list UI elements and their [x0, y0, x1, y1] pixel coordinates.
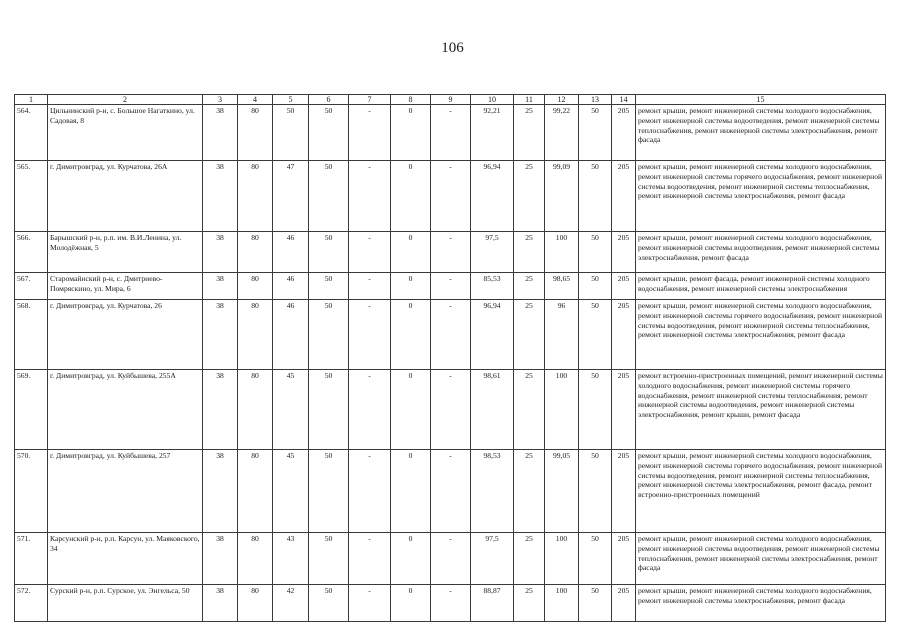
column-header: 2 [48, 95, 203, 105]
repair-works: ремонт крыши, ремонт инженерной системы холодного водоснабжения, ремонт инженерной системы электроснабжения, ремонт фасада [636, 585, 886, 622]
col-14: 205 [612, 161, 636, 232]
col-10: 85,53 [471, 273, 514, 300]
column-header-row [15, 95, 886, 105]
col-3: 38 [203, 585, 238, 622]
col-6: 50 [309, 273, 349, 300]
repair-works: ремонт крыши, ремонт инженерной системы холодного водоснабжения, ремонт инженерной системы водоотведения, ремонт инженерной системы электроснабжения, ремонт фасада [636, 232, 886, 273]
col-13: 50 [579, 370, 612, 450]
col-10: 97,5 [471, 533, 514, 585]
col-13: 50 [579, 300, 612, 370]
col-3: 38 [203, 450, 238, 533]
col-5: 47 [273, 161, 309, 232]
object-address: Барышский р-н, р.п. им. В.И.Ленина, ул. Молодёжная, 5 [48, 232, 203, 273]
object-address: Сурский р-н, р.п. Сурское, ул. Энгельса, 50 [48, 585, 203, 622]
col-10: 98,53 [471, 450, 514, 533]
col-7: - [349, 105, 391, 161]
col-6: 50 [309, 370, 349, 450]
col-4: 80 [238, 370, 273, 450]
column-header: 15 [636, 95, 886, 105]
col-12: 100 [545, 232, 579, 273]
col-3: 38 [203, 370, 238, 450]
col-8: 0 [391, 161, 431, 232]
col-3: 38 [203, 273, 238, 300]
repair-registry-table [14, 94, 886, 622]
col-10: 96,94 [471, 161, 514, 232]
col-6: 50 [309, 450, 349, 533]
col-8: 0 [391, 232, 431, 273]
col-5: 45 [273, 450, 309, 533]
col-14: 205 [612, 273, 636, 300]
col-11: 25 [514, 533, 545, 585]
row-number: 564. [15, 105, 48, 161]
table-row [15, 370, 886, 450]
table-row [15, 273, 886, 300]
row-number: 570. [15, 450, 48, 533]
col-12: 100 [545, 533, 579, 585]
col-14: 205 [612, 450, 636, 533]
col-7: - [349, 232, 391, 273]
col-4: 80 [238, 161, 273, 232]
col-13: 50 [579, 585, 612, 622]
col-11: 25 [514, 370, 545, 450]
col-8: 0 [391, 273, 431, 300]
col-12: 100 [545, 585, 579, 622]
col-6: 50 [309, 533, 349, 585]
table-row [15, 450, 886, 533]
col-8: 0 [391, 300, 431, 370]
col-13: 50 [579, 273, 612, 300]
col-9: - [431, 161, 471, 232]
column-header: 1 [15, 95, 48, 105]
col-10: 96,94 [471, 300, 514, 370]
col-11: 25 [514, 585, 545, 622]
col-3: 38 [203, 105, 238, 161]
table-row [15, 300, 886, 370]
col-4: 80 [238, 300, 273, 370]
col-5: 50 [273, 105, 309, 161]
col-11: 25 [514, 105, 545, 161]
row-number: 566. [15, 232, 48, 273]
column-header: 14 [612, 95, 636, 105]
col-10: 92,21 [471, 105, 514, 161]
col-11: 25 [514, 450, 545, 533]
column-header: 12 [545, 95, 579, 105]
col-14: 205 [612, 105, 636, 161]
column-header: 3 [203, 95, 238, 105]
col-13: 50 [579, 450, 612, 533]
col-9: - [431, 105, 471, 161]
col-11: 25 [514, 161, 545, 232]
row-number: 568. [15, 300, 48, 370]
col-9: - [431, 232, 471, 273]
col-13: 50 [579, 161, 612, 232]
column-header: 5 [273, 95, 309, 105]
object-address: г. Димитровград, ул. Курчатова, 26 [48, 300, 203, 370]
col-4: 80 [238, 105, 273, 161]
object-address: г. Димитровград, ул. Куйбышева, 255А [48, 370, 203, 450]
col-8: 0 [391, 533, 431, 585]
col-13: 50 [579, 232, 612, 273]
object-address: Карсунский р-н, р.п. Карсун, ул. Маяковского, 34 [48, 533, 203, 585]
col-12: 99,22 [545, 105, 579, 161]
col-4: 80 [238, 273, 273, 300]
object-address: Цильнинский р-н, с. Большое Нагаткино, ул. Садовая, 8 [48, 105, 203, 161]
col-10: 88,87 [471, 585, 514, 622]
col-12: 96 [545, 300, 579, 370]
col-9: - [431, 585, 471, 622]
col-8: 0 [391, 105, 431, 161]
col-3: 38 [203, 232, 238, 273]
col-10: 97,5 [471, 232, 514, 273]
col-11: 25 [514, 300, 545, 370]
col-6: 50 [309, 232, 349, 273]
col-7: - [349, 533, 391, 585]
column-header: 13 [579, 95, 612, 105]
column-header: 11 [514, 95, 545, 105]
column-header: 6 [309, 95, 349, 105]
col-9: - [431, 533, 471, 585]
repair-works: ремонт крыши, ремонт инженерной системы холодного водоснабжения, ремонт инженерной системы горячего водоснабжения, ремонт инженерной системы водоотведения, ремонт инженерной системы теплоснабжения, ремонт инженерной системы электроснабжения, ремонт фасада, ремонт встроенно-пристроенных помещений [636, 450, 886, 533]
col-9: - [431, 300, 471, 370]
col-6: 50 [309, 105, 349, 161]
row-number: 565. [15, 161, 48, 232]
col-5: 42 [273, 585, 309, 622]
page-number: 106 [441, 40, 464, 56]
col-10: 98,61 [471, 370, 514, 450]
repair-works: ремонт крыши, ремонт инженерной системы холодного водоснабжения, ремонт инженерной системы горячего водоснабжения, ремонт инженерной системы водоотведения, ремонт инженерной системы теплоснабжения, ремонт инженерной системы электроснабжения, ремонт фасада [636, 161, 886, 232]
repair-works: ремонт крыши, ремонт инженерной системы холодного водоснабжения, ремонт инженерной системы водоотведения, ремонт инженерной системы теплоснабжения, ремонт инженерной системы электроснабжения, ремонт фасада [636, 533, 886, 585]
col-5: 46 [273, 273, 309, 300]
col-6: 50 [309, 300, 349, 370]
col-8: 0 [391, 585, 431, 622]
col-9: - [431, 450, 471, 533]
col-11: 25 [514, 273, 545, 300]
col-5: 46 [273, 232, 309, 273]
col-7: - [349, 161, 391, 232]
table-row [15, 585, 886, 622]
col-14: 205 [612, 533, 636, 585]
column-header: 9 [431, 95, 471, 105]
col-12: 99,05 [545, 450, 579, 533]
repair-works: ремонт крыши, ремонт фасада, ремонт инженерной системы холодного водоснабжения, ремонт инженерной системы электроснабжения [636, 273, 886, 300]
col-13: 50 [579, 105, 612, 161]
col-8: 0 [391, 370, 431, 450]
object-address: г. Димитровград, ул. Куйбышева, 257 [48, 450, 203, 533]
col-3: 38 [203, 533, 238, 585]
col-11: 25 [514, 232, 545, 273]
col-7: - [349, 450, 391, 533]
col-7: - [349, 300, 391, 370]
col-9: - [431, 370, 471, 450]
col-9: - [431, 273, 471, 300]
col-6: 50 [309, 585, 349, 622]
col-4: 80 [238, 450, 273, 533]
column-header: 7 [349, 95, 391, 105]
col-12: 99,09 [545, 161, 579, 232]
repair-works: ремонт крыши, ремонт инженерной системы холодного водоснабжения, ремонт инженерной системы водоотведения, ремонт инженерной системы теплоснабжения, ремонт инженерной системы электроснабжения, ремонт фасада [636, 105, 886, 161]
object-address: Старомайнский р-н, с. Дмитриево-Помряскино, ул. Мира, 6 [48, 273, 203, 300]
col-12: 100 [545, 370, 579, 450]
table-row [15, 533, 886, 585]
column-header: 4 [238, 95, 273, 105]
row-number: 571. [15, 533, 48, 585]
repair-works: ремонт крыши, ремонт инженерной системы холодного водоснабжения, ремонт инженерной системы горячего водоснабжения, ремонт инженерной системы водоотведения, ремонт инженерной системы теплоснабжения, ремонт инженерной системы электроснабжения, ремонт фасада [636, 300, 886, 370]
col-4: 80 [238, 585, 273, 622]
table-row [15, 232, 886, 273]
column-header: 10 [471, 95, 514, 105]
col-4: 80 [238, 232, 273, 273]
col-5: 45 [273, 370, 309, 450]
object-address: г. Димитровград, ул. Курчатова, 26А [48, 161, 203, 232]
col-8: 0 [391, 450, 431, 533]
column-header: 8 [391, 95, 431, 105]
col-4: 80 [238, 533, 273, 585]
col-12: 98,65 [545, 273, 579, 300]
col-3: 38 [203, 300, 238, 370]
row-number: 567. [15, 273, 48, 300]
col-6: 50 [309, 161, 349, 232]
col-7: - [349, 273, 391, 300]
repair-works: ремонт встроенно-пристроенных помещений, ремонт инженерной системы холодного водоснабжения, ремонт инженерной системы горячего водоснабжения, ремонт инженерной системы теплоснабжения, ремонт инженерной системы водоотведения, ремонт инженерной системы электроснабжения, ремонт крыши, ремонт фасада [636, 370, 886, 450]
col-13: 50 [579, 533, 612, 585]
col-14: 205 [612, 232, 636, 273]
row-number: 572. [15, 585, 48, 622]
col-14: 205 [612, 585, 636, 622]
col-5: 46 [273, 300, 309, 370]
col-5: 43 [273, 533, 309, 585]
table-row [15, 105, 886, 161]
col-14: 205 [612, 300, 636, 370]
table-row [15, 161, 886, 232]
col-3: 38 [203, 161, 238, 232]
col-7: - [349, 585, 391, 622]
col-14: 205 [612, 370, 636, 450]
col-7: - [349, 370, 391, 450]
row-number: 569. [15, 370, 48, 450]
